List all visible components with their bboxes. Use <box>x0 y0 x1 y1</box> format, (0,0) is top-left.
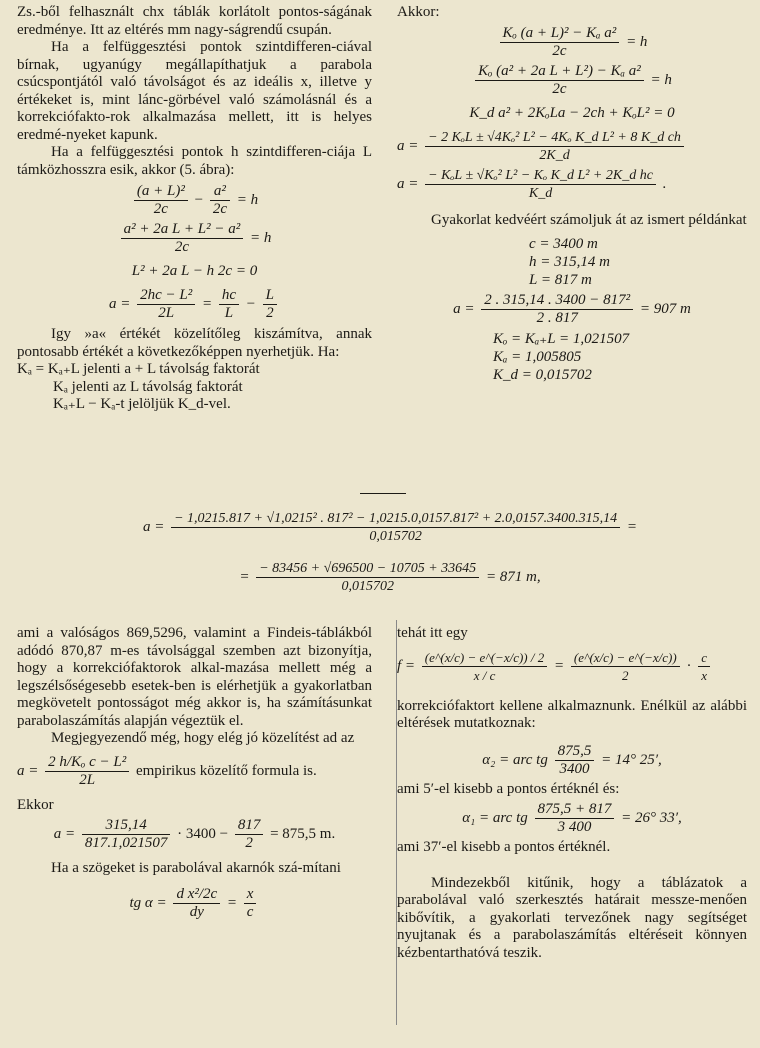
value-l: L = 817 m <box>529 272 592 288</box>
m2-num: − 83456 + √696500 − 10705 + 33645 <box>259 561 477 576</box>
eq4-den-3: 2 <box>263 304 277 322</box>
rb-f1-num-2: (e^(x/c) − e^(−x/c)) <box>573 649 677 665</box>
left-bottom-column <box>17 625 372 924</box>
r-eq5-num: − KₒL ± √Kₒ² L² − Kₒ K_d L² + 2K_d hc <box>428 167 653 183</box>
rb-paragraph-4: ami 37′-el kisebb a pontos értéknél. <box>397 839 611 855</box>
r-eq2-rhs: = h <box>650 71 672 88</box>
v4-den: 2 . 817 <box>481 309 633 327</box>
rb-angle-1 <box>397 801 747 836</box>
equation-2 <box>17 221 372 256</box>
rb-f1-frac-3 <box>698 649 710 684</box>
eq2-rhs: = h <box>249 229 272 246</box>
lb-f2-frac-2 <box>235 817 264 852</box>
rb-f1-den-2: 2 <box>571 666 680 684</box>
eq1-rhs: = h <box>236 191 259 208</box>
equation-1: $\frac{\text{(a + L)²}}{2c}$ − $\frac{\text{a²}}{2c}$ = h <box>17 183 372 218</box>
lb-f3-den-2: c <box>244 903 257 921</box>
eq1-frac-a <box>134 183 188 218</box>
v4-num: 2 . 315,14 . 3400 − 817² <box>484 292 631 308</box>
lb-f1-den: 2L <box>45 771 129 789</box>
lb-f3-num-2: x <box>246 885 254 902</box>
r-eq1-frac <box>500 25 620 60</box>
eq4-frac-2 <box>219 287 239 322</box>
eq2-frac <box>121 221 244 256</box>
r-eq2-frac <box>475 63 644 98</box>
rb-a1-frac <box>535 801 615 836</box>
r-eq2-den: 2c <box>475 80 644 98</box>
definition-3: Kₐ₊L − Kₐ-t jelöljük K_d-vel. <box>53 396 231 412</box>
rb-f1-eq: = <box>554 657 565 674</box>
right-top-column <box>397 4 747 384</box>
lb-akkor: Ekkor <box>17 796 54 813</box>
lb-f2-den-1: 817.1,021507 <box>82 834 171 852</box>
r-eq5-den: K_d <box>425 184 656 202</box>
rb-a1-rhs: = 26° 33′, <box>621 809 682 826</box>
rb-f1-lhs: f = <box>397 657 416 674</box>
m1-den: 0,015702 <box>171 527 620 545</box>
factor-list <box>397 330 747 384</box>
v4-frac <box>481 292 633 327</box>
lb-formula-1 <box>17 754 372 789</box>
lb-f1-frac <box>45 754 129 789</box>
section-divider <box>360 493 406 494</box>
r-eq1-den: 2c <box>500 42 620 60</box>
eq4-lhs: a = <box>108 295 131 312</box>
lb-f2-mid: · 3400 − <box>177 825 229 842</box>
eq4-frac-3 <box>263 287 277 322</box>
r-equation-1 <box>397 25 747 60</box>
paragraph-2: Ha a felfüggesztési pontok szintdifferen-ciával bírnak, ugyanúgy megállapíthatjuk a parabola csúcspontjától való távolságot és az ideális x, illetve y értékeket is, mint lánc-görbével való számolásnál és a korrekciófakto-rok alkalmazása mellett, itt is helyes eredmé-nyeket kapunk. <box>17 39 372 143</box>
value-a <box>397 292 747 327</box>
m1-rhs: = <box>626 518 638 535</box>
lb-paragraph-3: Ha a szögeket is parabolával akarnók szá-mítani <box>51 860 341 876</box>
rb-paragraph-2: korrekciófaktort kellene alkalmaznunk. Enélkül az alábbi eltérések mutatkoznak: <box>397 697 747 731</box>
m1-frac <box>171 510 620 545</box>
values-list <box>397 235 747 289</box>
rb-a2-den: 3400 <box>555 760 595 778</box>
v4-lhs: a = <box>453 300 475 317</box>
eq1-den-a: 2c <box>134 200 188 218</box>
lb-f3-eq: = <box>226 894 238 911</box>
eq2-den: 2c <box>121 238 244 256</box>
r-eq4-num: − 2 KₒL ± √4Kₒ² L² − 4Kₒ K_d L² + 8 K_d ch <box>428 129 681 145</box>
r-eq1-num: Kₒ (a + L)² − Kₐ a² <box>502 24 617 41</box>
r-equation-5 <box>397 167 747 202</box>
factor-ko: Kₒ = Kₐ₊L = 1,021507 <box>493 331 630 347</box>
wide-equation-1 <box>70 510 710 545</box>
lb-f1-num: 2 h/Kₒ c − L² <box>48 753 127 770</box>
value-h: h = 315,14 m <box>529 254 610 270</box>
lb-f3-frac-2 <box>244 886 257 921</box>
left-top-column <box>17 4 372 414</box>
rb-angle-2 <box>397 743 747 778</box>
factor-kd: K_d = 0,015702 <box>493 367 592 383</box>
lb-f3-den-1: dy <box>173 903 220 921</box>
lb-paragraph-1: ami a valóságos 869,5296, valamint a Findeis-táblákból adódó 870,87 m-es távolsággal szemben azt bizonyítja, hogy a korrekciófaktorok alkal-mazása mellett még a legszélsőségesebb esetek-ben is elérhetjük a gyakorlatban megkövetelt pontosságot még akkor is, ha számításunkat parabolaszámítás alapján végeztük el. <box>17 625 372 729</box>
rb-a1-lhs: α₁ = arc tg <box>462 809 528 826</box>
lb-f3-frac-1 <box>173 886 220 921</box>
lb-f2-num-1: 315,14 <box>105 817 147 833</box>
rb-paragraph-1: tehát itt egy <box>397 625 468 641</box>
r-equation-4 <box>397 129 747 164</box>
value-c: c = 3400 m <box>529 236 598 252</box>
lb-formula-2 <box>17 817 372 852</box>
r-equation-2 <box>397 63 747 98</box>
paragraph-4: Igy »a« értékét közelítőleg kiszámítva, annak pontosabb értékét a következőképpen nyerhetjük. Ha: <box>17 326 372 360</box>
rb-a1-num: 875,5 + 817 <box>537 801 612 817</box>
lb-f2-frac-1 <box>82 817 171 852</box>
right-bottom-column <box>397 625 747 962</box>
lb-formula-3 <box>17 886 372 921</box>
lb-f1-text: empirikus közelítő formula is. <box>135 762 317 779</box>
lb-f2-num-2: 817 <box>237 817 261 833</box>
lb-f3-lhs: tg α = <box>129 894 167 911</box>
lb-paragraph-2: Megjegyezendő még, hogy elég jó közelítést ad az <box>51 730 355 746</box>
r-eq1-rhs: = h <box>626 33 648 50</box>
akkor-label: Akkor: <box>397 4 440 20</box>
r-eq5-lhs: a = <box>397 175 419 192</box>
eq1-num-a: (a + L)² <box>136 183 185 199</box>
definition-2: Kₐ jelenti az L távolság faktorát <box>53 378 243 395</box>
m1-num: − 1,0215.817 + √1,0215² . 817² − 1,0215.0,0157.817² + 2.0,0157.3400.315,14 <box>174 511 618 526</box>
eq4-den-2: L <box>219 304 239 322</box>
r-eq4-den: 2K_d <box>425 146 684 164</box>
rb-f1-num-3: c <box>701 649 707 665</box>
rb-formula-1: f = $\frac{(e\^{}(x/c) - e\^{}(-x/c)) / 2}{x / c}$ = $\frac{(e\^{}(x/c) - e\^{}(-x/c))}{2}$ · $\frac{c}{x}$ <box>397 649 747 684</box>
lb-f3-num-1: d x²/2c <box>176 885 218 902</box>
rb-f1-frac-1 <box>422 649 547 684</box>
v4-rhs: = 907 m <box>639 300 691 317</box>
paragraph-3: Ha a felfüggesztési pontok h szintdifferen-ciája L támközhosszra esik, akkor (5. ábra): <box>17 144 372 178</box>
m2-frac <box>256 560 479 595</box>
rb-a2-lhs: α₂ = arc tg <box>482 751 548 768</box>
eq4-num-1: 2hc − L² <box>140 287 193 303</box>
r-eq5-dot: . <box>662 175 667 192</box>
wide-equation-2 <box>70 560 710 595</box>
eq1-num-b: a² <box>213 183 226 199</box>
r-eq5-frac <box>425 167 656 202</box>
eq4-num-3: L <box>265 287 274 303</box>
rb-f1-frac-2 <box>571 649 680 684</box>
lb-f2-den-2: 2 <box>235 834 264 852</box>
m2-rhs: = 871 m, <box>485 568 541 585</box>
lb-f1-lhs: a = <box>17 762 39 779</box>
rb-f1-den-3: x <box>698 666 710 684</box>
rb-a2-num: 875,5 <box>557 742 592 759</box>
equation-4 <box>17 287 372 322</box>
eq4-minus: − <box>245 295 256 312</box>
rb-a2-rhs: = 14° 25′, <box>601 751 662 768</box>
eq4-eq: = <box>201 295 213 312</box>
rb-f1-den: x / c <box>422 666 547 684</box>
eq4-frac-1 <box>137 287 195 322</box>
definition-1: Kₐ = Kₐ₊L jelenti a + L távolság faktorát <box>17 361 260 377</box>
eq4-den-1: 2L <box>137 304 195 322</box>
eq2-num: a² + 2a L + L² − a² <box>123 221 241 237</box>
lb-f2-rhs: = 875,5 m. <box>270 825 336 842</box>
eq1-den-b: 2c <box>210 200 230 218</box>
rb-a1-den: 3 400 <box>535 818 615 836</box>
r-eq4-frac <box>425 129 684 164</box>
r-equation-3: K_d a² + 2KₒLa − 2ch + KₒL² = 0 <box>469 104 675 121</box>
m1-lhs: a = <box>142 518 165 535</box>
rb-a2-frac <box>555 743 595 778</box>
lb-f2-lhs: a = <box>53 825 76 842</box>
eq4-num-2: hc <box>221 287 237 303</box>
m2-lhs: = <box>239 568 250 585</box>
equation-3: L² + 2a L − h 2c = 0 <box>131 263 258 279</box>
r-eq2-num: Kₒ (a² + 2a L + L²) − Kₐ a² <box>478 62 641 79</box>
m2-den: 0,015702 <box>256 577 479 595</box>
paragraph-1: Zs.-ből felhasznált chx táblák korlátolt pontos-ságának eredménye. Itt az eltérés mm nagy-ságrendű csupán. <box>17 4 372 38</box>
rb-paragraph-3: ami 5′-el kisebb a pontos értéknél és: <box>397 780 620 797</box>
eq1-frac-b <box>210 183 230 218</box>
r-eq4-lhs: a = <box>397 137 419 154</box>
r-paragraph-1: Gyakorlat kedvéért számoljuk át az ismert példánkat <box>431 211 747 228</box>
factor-ka: Kₐ = 1,005805 <box>493 349 582 365</box>
rb-paragraph-5: Mindezekből kitűnik, hogy a táblázatok a parabolával való szerkesztés határait messze-menően kibővítik, a gyakorlati tervezőnek nagy segítséget nyujtanak és a parabolaszámítás eltéréseit könnyen kézbentarthatóvá teszik. <box>397 874 747 961</box>
rb-f1-num: (e^(x/c) − e^(−x/c)) / 2 <box>424 649 545 665</box>
